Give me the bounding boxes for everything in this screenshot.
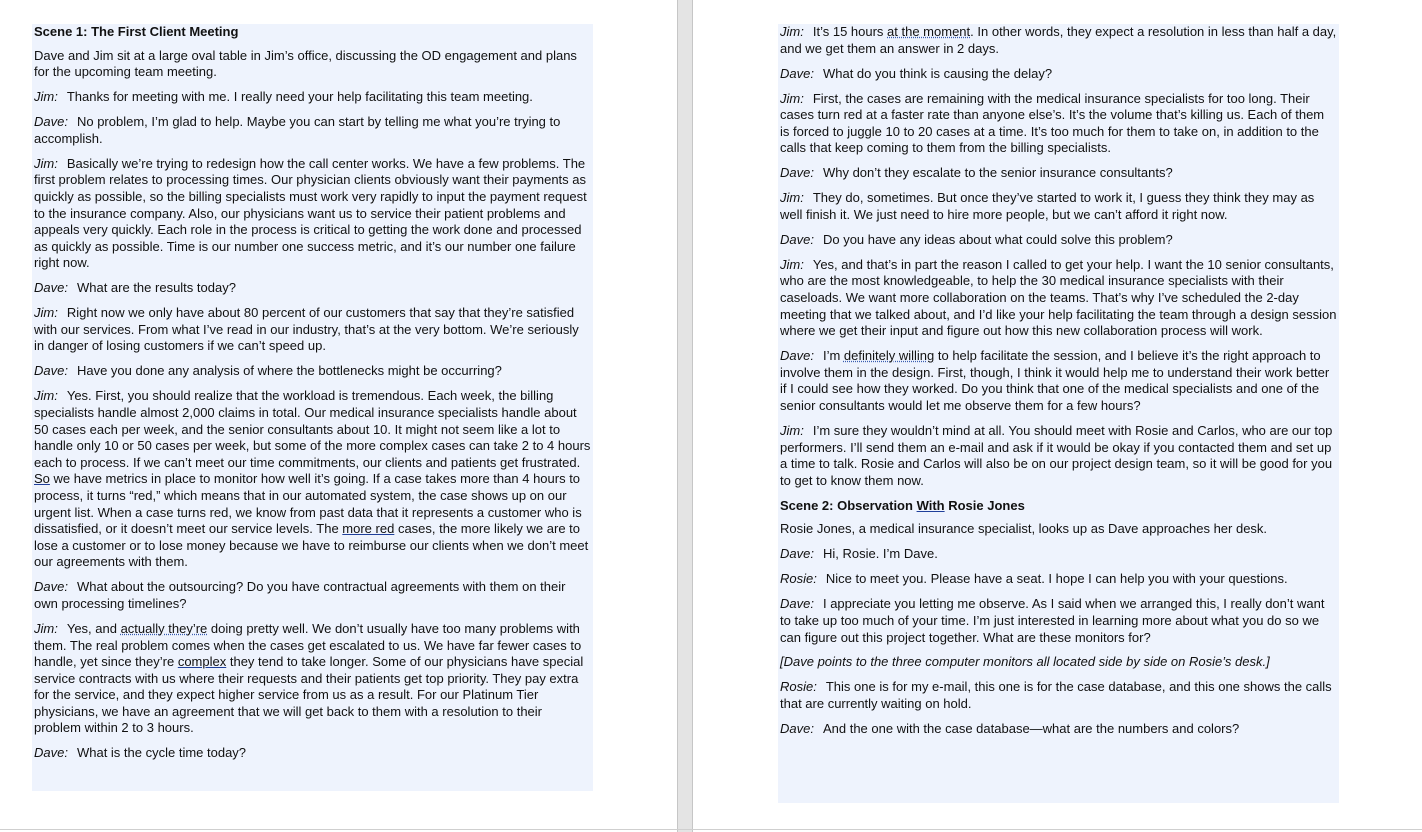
spelling-flag[interactable]: at the moment [887, 24, 971, 39]
speaker-label: Jim: [780, 256, 804, 272]
dialogue-line [780, 596, 1337, 646]
dialogue-line [780, 24, 1337, 57]
dialogue-text: cases, the more likely we are to lose a customer or to lose money because we have to reimburse our clients when we don’t meet our agreements with them. [34, 521, 589, 570]
grammar-flag[interactable]: So [34, 471, 50, 487]
dialogue-line [780, 91, 1337, 157]
selected-text-block[interactable] [778, 24, 1339, 803]
dialogue-line [780, 190, 1337, 223]
dialogue-text: I’m [822, 348, 844, 364]
dialogue-text: What are the results today? [76, 280, 236, 296]
heading-text: Scene 2: Observation [780, 497, 917, 513]
dialogue-text: to help facilitate the session, and I believe it’s the right approach to involve them in the design. First, though, I think it would help me to understand their work better if I could see how they worked. Do you think that one of the medical specialists and one of the senior consultants would let me observe them for a few hours? [780, 348, 1330, 414]
dialogue-line [34, 156, 591, 272]
stage-direction: [Dave points to the three computer monitors all located side by side on Rosie’s desk.] [780, 654, 1270, 670]
dialogue-line [34, 621, 591, 737]
speaker-label: Dave: [34, 114, 68, 130]
dialogue-text: Yes, and [66, 620, 121, 636]
grammar-flag[interactable]: With [916, 497, 945, 513]
dialogue-line [780, 66, 1337, 83]
page-gutter [677, 0, 693, 832]
dialogue-line [34, 745, 591, 762]
speaker-label: Jim: [780, 24, 804, 39]
dialogue-line [34, 89, 591, 106]
speaker-label: Jim: [34, 89, 58, 105]
grammar-flag[interactable]: complex [177, 654, 227, 670]
speaker-label: Jim: [34, 155, 58, 171]
heading-text: Rosie Jones [944, 497, 1025, 513]
speaker-label: Dave: [780, 348, 814, 364]
selected-text-block[interactable] [32, 24, 593, 791]
dialogue-text: Thanks for meeting with me. I really need your help facilitating this team meeting. [66, 89, 533, 105]
speaker-label: Rosie: [780, 571, 817, 587]
dialogue-text: I’m sure they wouldn’t mind at all. You should meet with Rosie and Carlos, who are our top performers. I’ll send them an e-mail and ask if it would be okay if you contacted them and set up a time to talk. Rosie and Carlos will also be on our project design team, so it will be good for you to get to know them now. [780, 423, 1333, 488]
speaker-label: Dave: [780, 165, 814, 181]
grammar-flag[interactable]: more red [342, 521, 395, 537]
dialogue-text: they tend to take longer. Some of our physicians have special service contracts with us where their requests and their patients get top priority. They pay extra for the service, and they expect higher service from us as a result. For our Platinum Tier physicians, we have an agreement that we will get back to them with a resolution to their problem within 2 to 3 hours. [34, 654, 584, 736]
dialogue-text: Why don’t they escalate to the senior insurance consultants? [822, 165, 1173, 181]
speaker-label: Jim: [780, 90, 804, 106]
dialogue-text: Do you have any ideas about what could solve this problem? [822, 231, 1173, 247]
dialogue-line [780, 232, 1337, 249]
speaker-label: Dave: [34, 363, 68, 379]
dialogue-text: Right now we only have about 80 percent of our customers that say that they’re satisfied with our services. From what I’ve read in our industry, that’s at the very bottom. We’re seriously in danger of losing customers if we can’t speed up. [34, 305, 579, 354]
scene-heading [780, 498, 1337, 515]
dialogue-text: Have you done any analysis of where the bottlenecks might be occurring? [76, 363, 502, 379]
dialogue-line [780, 571, 1337, 588]
dialogue-text: What is the cycle time today? [76, 745, 247, 761]
dialogue-text: No problem, I’m glad to help. Maybe you can start by telling me what you’re trying to accomplish. [34, 114, 561, 146]
speaker-label: Dave: [780, 65, 814, 81]
dialogue-line [34, 388, 591, 571]
dialogue-line [780, 679, 1337, 712]
speaker-label: Jim: [34, 620, 58, 636]
dialogue-line [34, 363, 591, 380]
dialogue-text: . In other words, they expect a resolution in less than half a day, and we get them an answer in 2 days. [780, 24, 1337, 56]
speaker-label: Dave: [780, 596, 814, 612]
document-page-left [0, 0, 677, 832]
speaker-label: Rosie: [780, 679, 817, 695]
speaker-label: Jim: [34, 388, 58, 404]
scene-heading: Scene 1: The First Client Meeting [34, 24, 239, 39]
dialogue-line [780, 423, 1337, 489]
dialogue-text: First, the cases are remaining with the medical insurance specialists for too long. Their cases turn red at a faster rate than anyone else’s. It’s the volume that’s killing us. Each of them is forced to juggle 10 to 20 cases at a time. It’s too much for them to take on, in addition to the calls that keep coming to them from the billing specialists. [780, 90, 1325, 156]
dialogue-line [34, 305, 591, 355]
dialogue-line [780, 546, 1337, 563]
dialogue-text: What about the outsourcing? Do you have contractual agreements with them on their own processing timelines? [34, 579, 566, 611]
spelling-flag[interactable]: definitely willing [843, 348, 935, 364]
speaker-label: Dave: [34, 579, 68, 595]
scene-intro: Rosie Jones, a medical insurance specialist, looks up as Dave approaches her desk. [780, 521, 1268, 537]
scene-intro: Dave and Jim sit at a large oval table in Jim’s office, discussing the OD engagement and plans for the upcoming team meeting. [34, 47, 577, 80]
speaker-label: Dave: [780, 231, 814, 247]
speaker-label: Dave: [34, 745, 68, 761]
dialogue-text: They do, sometimes. But once they’ve started to work it, I guess they think they may as well finish it. We just need to hire more people, but we can’t afford it right now. [780, 190, 1315, 222]
dialogue-text: Yes, and that’s in part the reason I called to get your help. I want the 10 senior consultants, who are the most knowledgeable, to help the 30 medical insurance specialists with their caseloads. We want more collaboration on the teams. That’s why I’ve scheduled the 2-day meeting that we talked about, and I’d like your help facilitating the team through a design session where we get their input and figure out how this new collaboration process will work. [780, 256, 1337, 339]
speaker-label: Jim: [780, 423, 804, 438]
speaker-label: Dave: [780, 721, 814, 737]
dialogue-text: It’s 15 hours [812, 24, 888, 39]
dialogue-text: Nice to meet you. Please have a seat. I hope I can help you with your questions. [825, 571, 1288, 587]
dialogue-line [780, 348, 1337, 414]
dialogue-line [34, 579, 591, 612]
dialogue-text: And the one with the case database—what are the numbers and colors? [822, 721, 1240, 737]
speaker-label: Jim: [780, 190, 804, 206]
dialogue-text: doing pretty well. We don’t usually have too many problems with them. The real problem comes when the cases get escalated to us. We have far fewer cases to handle, yet since they’re [34, 620, 582, 670]
speaker-label: Dave: [780, 546, 814, 562]
dialogue-text: Yes. First, you should realize that the workload is tremendous. Each week, the billing specialists handle almost 2,000 claims in total. Our medical insurance specialists handle about 50 cases each per week, and the senior consultants about 10. It might not seem like a lot to handle only 10 or 50 cases per week, but some of the more complex cases can take 2 to 4 hours each to process. If we can’t meet our time commitments, our clients and patients get frustrated. [34, 388, 591, 470]
spelling-flag[interactable]: actually they’re [120, 620, 208, 636]
dialogue-line [780, 721, 1337, 738]
page-bottom-edge [0, 829, 1422, 830]
dialogue-line [780, 165, 1337, 182]
dialogue-text: I appreciate you letting me observe. As I said when we arranged this, I really don’t want to take up too much of your time. I’m just interested in learning more about what you do so we can figure out this project together. What are these monitors for? [780, 596, 1325, 645]
dialogue-text: What do you think is causing the delay? [822, 65, 1053, 81]
speaker-label: Jim: [34, 305, 58, 321]
dialogue-text: we have metrics in place to monitor how well it’s going. If a case takes more than 4 hours to process, it turns “red,” which means that in our automated system, the case shows up on our urgent list. When a case turns red, we know from past data that it represents a customer who is dissatisfied, or it doesn’t meet our service levels. The [34, 471, 582, 537]
dialogue-line [34, 280, 591, 297]
dialogue-line [34, 114, 591, 147]
speaker-label: Dave: [34, 280, 68, 296]
dialogue-text: Basically we’re trying to redesign how the call center works. We have a few problems. The first problem relates to processing times. Our physician clients obviously want their payments as quickly as possible, so the billing specialists must work very rapidly to input the payment request to the insurance company. Also, our physicians want us to service their patient problems and appeals very quickly. Each role in the process is critical to getting the work done and processed as quickly as possible. Time is our number one success metric, and it’s our number one failure right now. [34, 155, 587, 271]
dialogue-text: This one is for my e-mail, this one is for the case database, and this one shows the calls that are currently waiting on hold. [780, 679, 1332, 712]
dialogue-text: Hi, Rosie. I’m Dave. [822, 546, 938, 562]
dialogue-line [780, 257, 1337, 340]
